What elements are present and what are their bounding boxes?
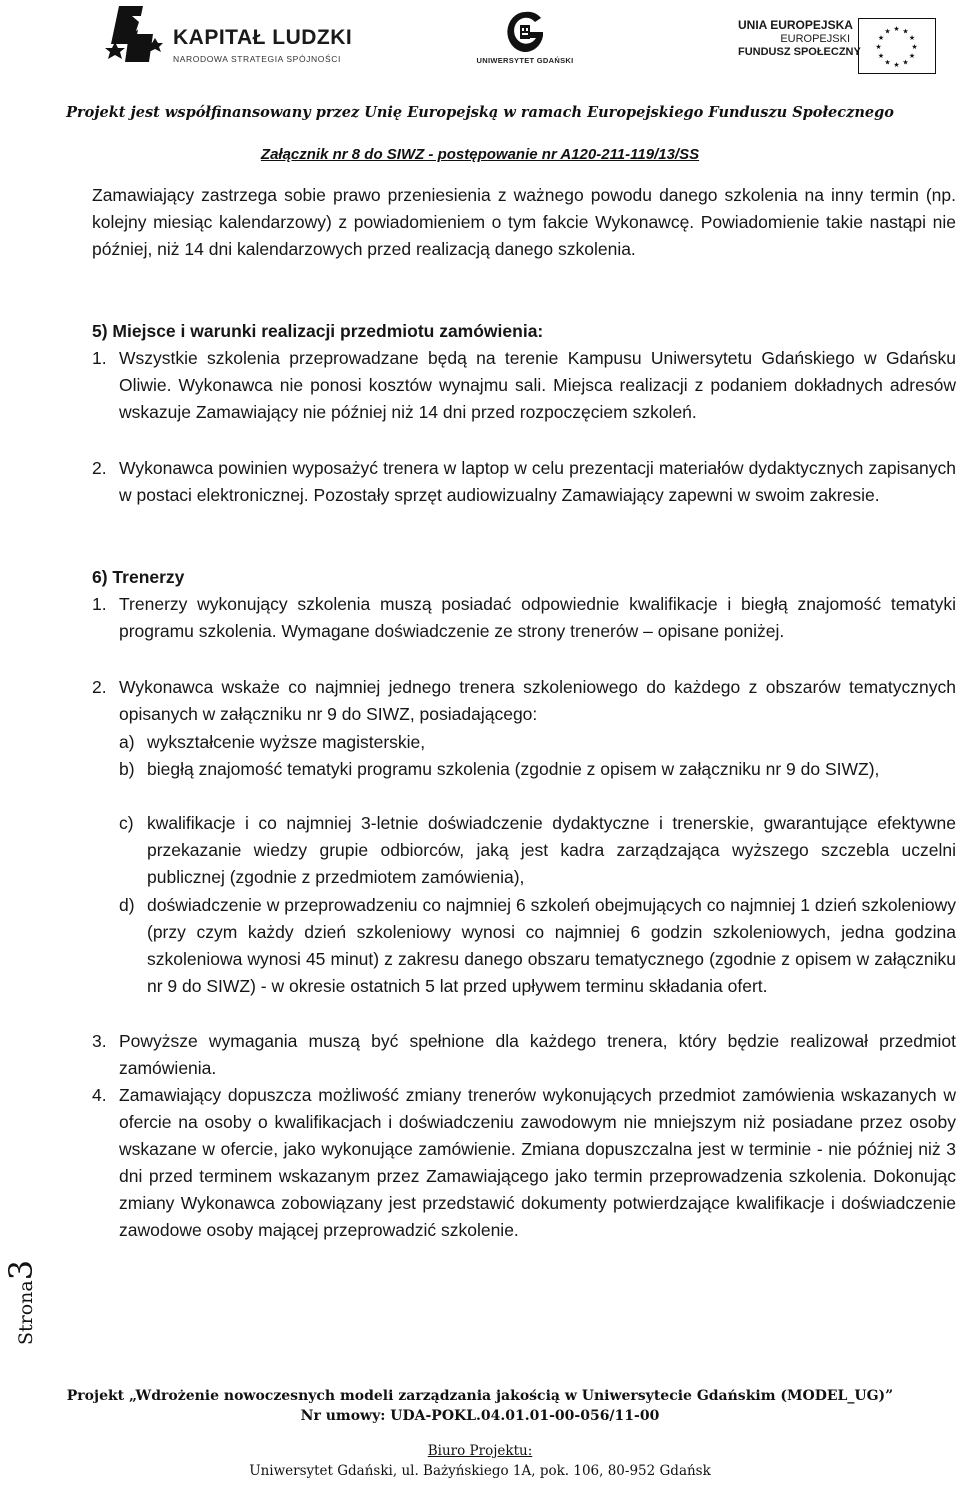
section-6-heading: 6) Trenerzy <box>92 567 185 587</box>
svg-text:★: ★ <box>875 43 882 51</box>
subitem-text: kwalifikacje i co najmniej 3-letnie doświadczenie dydaktyczne i trenerskie, gwarantujące efektywne przekazanie wiedzy grupie odbiorców, jaką jest kadra zarządzająca wyższego szczebla uczelni publicznej (zgodnie z przedmiotem zamówienia), <box>147 813 956 887</box>
svg-text:★: ★ <box>908 52 916 60</box>
item-text: Wszystkie szkolenia przeprowadzane będą na terenie Kampusu Uniwersytetu Gdańskiego w Gdańsku Oliwie. Wykonawca nie ponosi kosztów wynajmu sali. Miejsca realizacji z podaniem dokładnych adresów wskazuje Zamawiający nie później niż 14 dni przed rozpoczęciem szkoleń. <box>119 348 956 422</box>
section-6-item-2 <box>92 674 956 728</box>
svg-text:★: ★ <box>877 52 885 60</box>
item-text: Zamawiający dopuszcza możliwość zmiany trenerów wykonujących przedmiot zamówienia wskazanych w ofercie na osoby o kwalifikacjach i doświadczeniu zawodowym nie mniejszym niż posiadane przez osoby wskazane w ofercie, jako wykonujące zamówienie. Zmiana dopuszczalna jest w terminie - nie później niż 3 dni przed terminem wskazanym przez Zamawiającego jako termin przeprowadzenia szkolenia. Dokonując zmiany Wykonawca zobowiązany jest przedstawić dokumenty potwierdzające kwalifikacje i doświadczenie zawodowe osoby mającej przeprowadzić szkolenie. <box>119 1085 956 1240</box>
page-number: 3 <box>2 1259 40 1281</box>
eu-logo-line2: EUROPEJSKI <box>780 33 850 45</box>
subitem-letter: b) <box>119 759 135 779</box>
item-number: 4. <box>92 1085 107 1105</box>
section-6-subitem-a <box>119 729 956 756</box>
svg-text:★: ★ <box>893 61 900 69</box>
item-text: Wykonawca wskaże co najmniej jednego trenera szkoleniowego do każdego z obszarów tematycznych opisanych w załączniku nr 9 do SIWZ, posiadającego: <box>119 677 956 724</box>
section-5-item-2 <box>92 455 956 536</box>
kapital-ludzki-title: KAPITAŁ LUDZKI <box>173 26 353 49</box>
cofinancing-statement: Projekt jest współfinansowany przez Unię Europejską w ramach Europejskiego Funduszu Społecznego <box>66 104 894 121</box>
item-text: Trenerzy wykonujący szkolenia muszą posiadać odpowiednie kwalifikacje i biegłą znajomość tematyki programu szkolenia. Wymagane doświadczenie ze strony trenerów – opisane poniżej. <box>119 594 956 641</box>
section-6-item-1 <box>92 591 956 672</box>
item-number: 2. <box>92 677 107 697</box>
subitem-letter: a) <box>119 732 135 752</box>
eu-flag-icon <box>858 18 936 74</box>
item-text: Wykonawca powinien wyposażyć trenera w laptop w celu prezentacji materiałów dydaktycznych zapisanych w postaci elektronicznej. Pozostały sprzęt audiowizualny Zamawiający zapewni w swoim zakresie. <box>119 458 956 505</box>
section-5-heading: 5) Miejsce i warunki realizacji przedmiotu zamówienia: <box>92 321 544 341</box>
intro-paragraph: Zamawiający zastrzega sobie prawo przeniesienia z ważnego powodu danego szkolenia na inny termin (np. kolejny miesiąc kalendarzowy) z powiadomieniem o tym fakcie Wykonawcę. Powiadomienie takie nastąpi nie później, niż 14 dni kalendarzowych przed realizacją danego szkolenia. <box>92 185 956 259</box>
svg-text:★: ★ <box>911 43 918 51</box>
subitem-text: biegłą znajomość tematyki programu szkolenia (zgodnie z opisem w załączniku nr 9 do SIWZ), <box>147 759 880 779</box>
svg-text:★: ★ <box>902 58 909 67</box>
subitem-letter: c) <box>119 813 134 833</box>
eu-logo-text <box>738 18 861 59</box>
svg-text:★: ★ <box>884 58 891 67</box>
eu-logo-line1: UNIA EUROPEJSKA <box>738 18 853 32</box>
footer-office-label: Biuro Projektu: <box>427 1443 533 1459</box>
svg-text:★: ★ <box>884 27 891 36</box>
section-6-subitem-b <box>119 756 956 810</box>
subitem-letter: d) <box>119 895 135 915</box>
item-number: 1. <box>92 348 107 368</box>
eu-logo <box>738 18 938 74</box>
svg-text:★: ★ <box>902 27 909 36</box>
university-name: UNIWERSYTET GDAŃSKI <box>476 56 574 65</box>
svg-text:★: ★ <box>893 25 900 33</box>
page-number-label <box>2 1235 42 1345</box>
university-emblem-icon <box>505 10 545 54</box>
item-number: 2. <box>92 458 107 478</box>
subitem-text: wykształcenie wyższe magisterskie, <box>147 732 426 752</box>
kapital-ludzki-logo <box>105 4 365 72</box>
footer-project-title: Projekt „Wdrożenie nowoczesnych modeli zarządzania jakością w Uniwersytecie Gdańskim (MODEL_UG)” <box>66 1388 894 1404</box>
university-logo <box>475 10 575 72</box>
section-6-item-4 <box>92 1082 956 1271</box>
footer-contract-number: Nr umowy: UDA-POKL.04.01.01-00-056/11-00 <box>300 1408 660 1424</box>
page-label-word: Strona <box>15 1280 37 1345</box>
svg-text:★: ★ <box>908 34 916 42</box>
footer-address: Uniwersytet Gdański, ul. Bażyńskiego 1A, pok. 106, 80-952 Gdańsk <box>249 1463 711 1479</box>
item-number: 3. <box>92 1031 107 1051</box>
eu-logo-line3: FUNDUSZ SPOŁECZNY <box>738 46 861 58</box>
section-6-subitem-c <box>119 810 956 891</box>
section-5-item-1 <box>92 345 956 453</box>
svg-text:★: ★ <box>877 34 885 42</box>
kapital-ludzki-emblem-icon <box>105 4 167 72</box>
section-6-subitem-d <box>119 892 956 1027</box>
item-number: 1. <box>92 594 107 614</box>
section-6-item-3 <box>92 1028 956 1082</box>
kapital-ludzki-subtitle: NARODOWA STRATEGIA SPÓJNOŚCI <box>173 54 341 64</box>
annex-reference: Załącznik nr 8 do SIWZ - postępowanie nr A120-211-119/13/SS <box>260 146 700 163</box>
item-text: Powyższe wymagania muszą być spełnione dla każdego trenera, który będzie realizował przedmiot zamówienia. <box>119 1031 956 1078</box>
subitem-text: doświadczenie w przeprowadzeniu co najmniej 6 szkoleń obejmujących co najmniej 1 dzień szkoleniowy (przy czym każdy dzień szkoleniowy wynosi co najmniej 6 godzin szkoleniowych, jedna godzina szkoleniowa wynosi 45 minut) z zakresu danego obszaru tematycznego (zgodnie z opisem w załączniku nr 9 do SIWZ) - w okresie ostatnich 5 lat przed upływem terminu składania ofert. <box>147 895 956 996</box>
